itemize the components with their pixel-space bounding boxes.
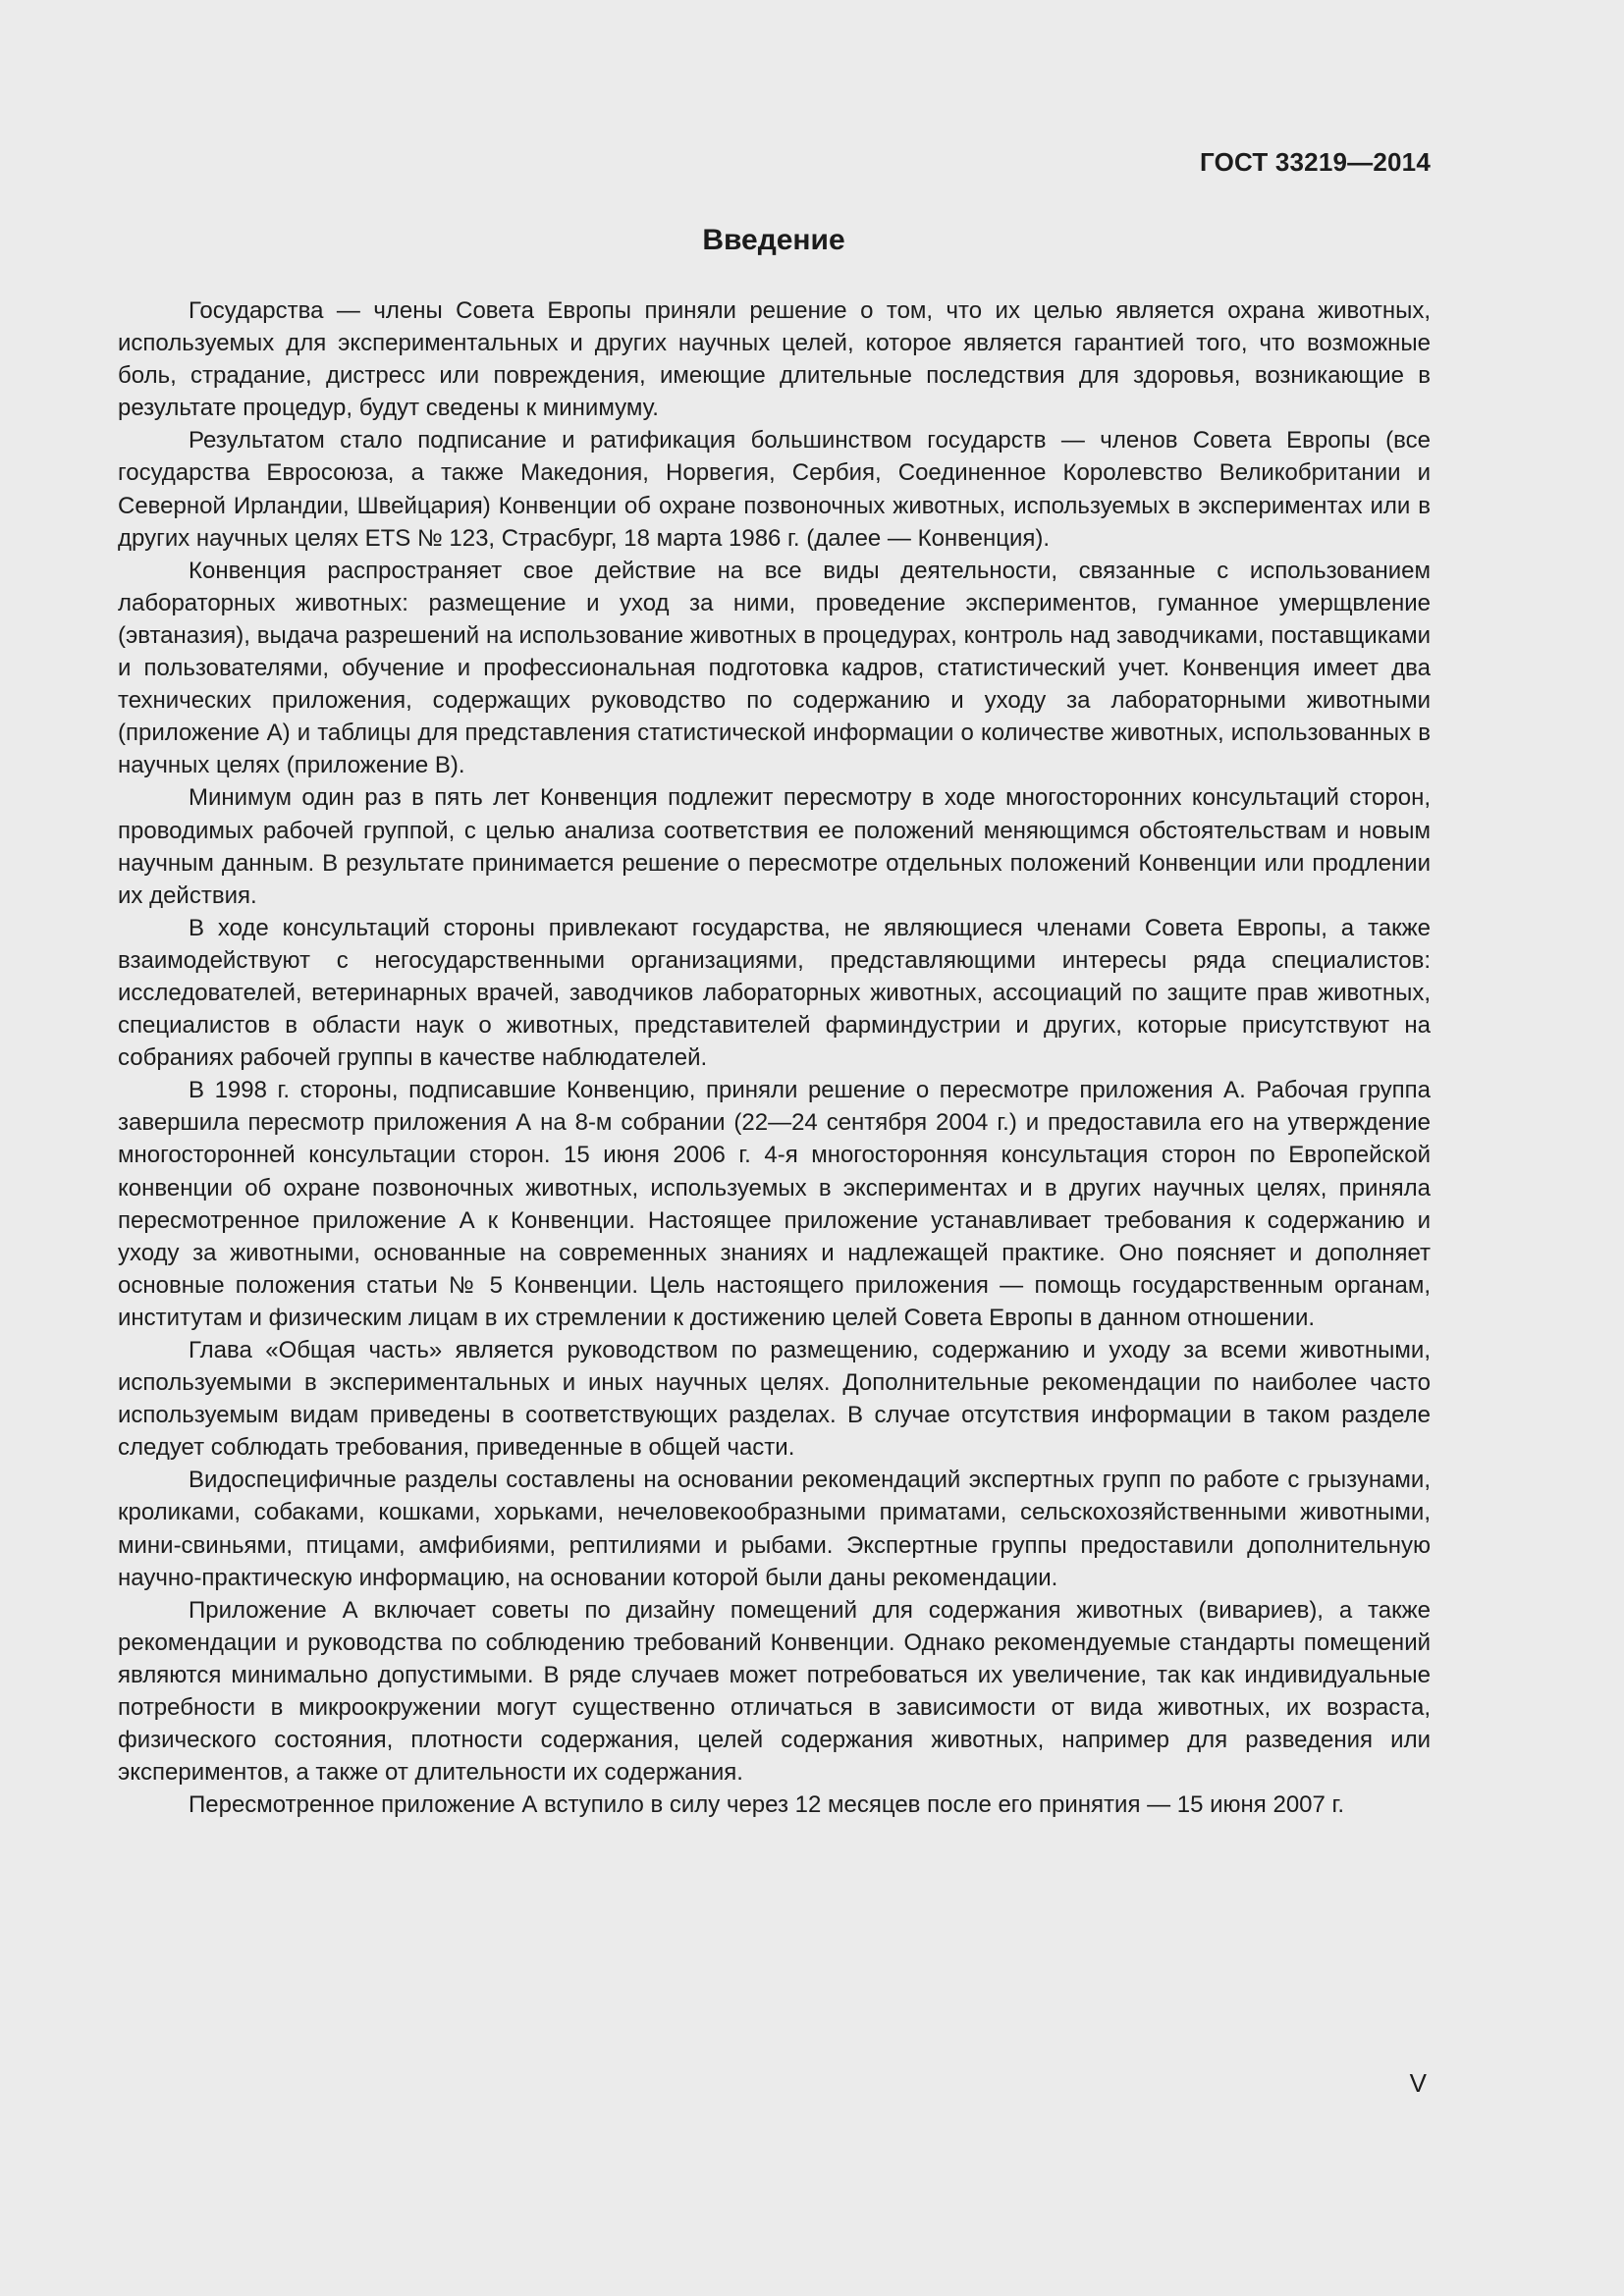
paragraph: Глава «Общая часть» является руководством по размещению, содержанию и уходу за всеми животными, используемыми в экспериментальных и иных научных целях. Дополнительные рекомендации по наиболее часто используемым видам приведены в соответствующих разделах. В случае отсутствия информации в таком разделе следует соблюдать требования, приведенные в общей части. xyxy=(118,1337,1431,1462)
section-title: Введение xyxy=(702,224,845,256)
document-code: ГОСТ 33219—2014 xyxy=(1200,147,1431,177)
paragraph: Результатом стало подписание и ратификация большинством государств — членов Совета Европы (все государства Евросоюза, а также Македония, Норвегия, Сербия, Соединенное Королевство Великобритании и Северной Ирландии, Швейцария) Конвенции об охране позвоночных животных, используемых в экспериментах или в других научных целях ETS № 123, Страсбург, 18 марта 1986 г. (далее — Конвенция). xyxy=(118,427,1431,552)
paragraph: Приложение А включает советы по дизайну помещений для содержания животных (вивариев), а также рекомендации и руководства по соблюдению требований Конвенции. Однако рекомендуемые стандарты помещений являются минимально допустимыми. В ряде случаев может потребоваться их увеличение, так как индивидуальные потребности в микроокружении могут существенно отличаться в зависимости от вида животных, их возраста, физического состояния, плотности содержания, целей содержания животных, например для разведения или экспериментов, а также от длительности их содержания. xyxy=(118,1596,1431,1787)
paragraph: В ходе консультаций стороны привлекают государства, не являющиеся членами Совета Европы, а также взаимодействуют с негосударственными организациями, представляющими интересы ряда специалистов: исследователей, ветеринарных врачей, заводчиков лабораторных животных, ассоциаций по защите прав животных, специалистов в области наук о животных, представителей фарминдустрии и других, которые присутствуют на собраниях рабочей группы в качестве наблюдателей. xyxy=(118,914,1431,1072)
paragraph: Государства — члены Совета Европы приняли решение о том, что их целью является охрана животных, используемых для экспериментальных и других научных целей, которое является гарантией того, что возможные боль, страдание, дистресс или повреждения, имеющие длительные последствия для здоровья, возникающие в результате процедур, будут сведены к минимуму. xyxy=(118,297,1431,422)
paragraph: Пересмотренное приложение А вступило в силу через 12 месяцев после его принятия — 15 июня 2007 г. xyxy=(189,1791,1345,1819)
page-number: V xyxy=(1409,2068,1427,2098)
paragraph: В 1998 г. стороны, подписавшие Конвенцию, приняли решение о пересмотре приложения А. Рабочая группа завершила пересмотр приложения А на 8-м собрании (22—24 сентября 2004 г.) и предоставила его на утверждение многосторонней консультации сторон. 15 июня 2006 г. 4-я многосторонняя консультация сторон по Европейской конвенции об охране позвоночных животных, используемых в экспериментах и в других научных целях, приняла пересмотренное приложение А к Конвенции. Настоящее приложение устанавливает требования к содержанию и уходу за животными, основанные на современных знаниях и надлежащей практике. Оно поясняет и дополняет основные положения статьи № 5 Конвенции. Цель настоящего приложения — помощь государственным органам, институтам и физическим лицам в их стремлении к достижению целей Совета Европы в данном отношении. xyxy=(118,1077,1431,1331)
paragraph: Видоспецифичные разделы составлены на основании рекомендаций экспертных групп по работе с грызунами, кроликами, собаками, кошками, хорьками, нечеловекообразными приматами, сельскохозяйственными животными, мини-свиньями, птицами, амфибиями, рептилиями и рыбами. Экспертные группы предоставили дополнительную научно-практическую информацию, на основании которой были даны рекомендации. xyxy=(118,1467,1431,1591)
paragraph: Минимум один раз в пять лет Конвенция подлежит пересмотру в ходе многосторонних консультаций сторон, проводимых рабочей группой, с целью анализа соответствия ее положений меняющимся обстоятельствам и новым научным данным. В результате принимается решение о пересмотре отдельных положений Конвенции или продлении их действия. xyxy=(118,784,1431,909)
body-text xyxy=(118,294,1431,1821)
paragraph: Конвенция распространяет свое действие на все виды деятельности, связанные с использованием лабораторных животных: размещение и уход за ними, проведение экспериментов, гуманное умерщвление (эвтаназия), выдача разрешений на использование животных в процедурах, контроль над заводчиками, поставщиками и пользователями, обучение и профессиональная подготовка кадров, статистический учет. Конвенция имеет два технических приложения, содержащих руководство по содержанию и уходу за лабораторными животными (приложение А) и таблицы для представления статистической информации о количестве животных, использованных в научных целях (приложение В). xyxy=(118,557,1431,779)
